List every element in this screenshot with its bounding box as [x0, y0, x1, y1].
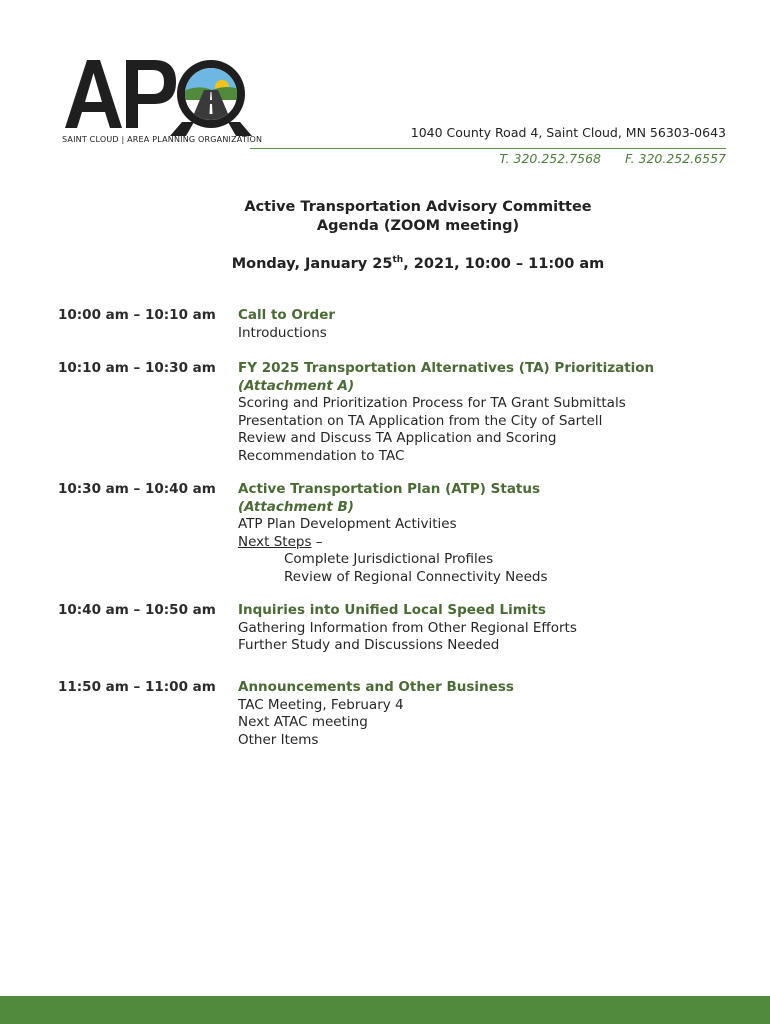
agenda-line: Presentation on TA Application from the City of Sartell: [238, 412, 603, 429]
header-divider: [250, 148, 726, 149]
agenda-line: Introductions: [238, 324, 327, 341]
agenda-item: [58, 679, 728, 749]
meeting-date: Monday, January 25th, 2021, 10:00 – 11:00 am: [231, 255, 605, 272]
agenda-line: Review and Discuss TA Application and Scoring: [238, 430, 557, 446]
agenda-time: 11:50 am – 11:00 am: [58, 679, 216, 695]
agenda-subline: Review of Regional Connectivity Needs: [284, 568, 548, 585]
fax-number: F. 320.252.6557: [624, 151, 726, 166]
agenda-item: [58, 360, 728, 481]
agenda-heading: FY 2025 Transportation Alternatives (TA) Prioritization: [238, 360, 655, 376]
document-title: Active Transportation Advisory Committee: [244, 199, 592, 215]
agenda: [58, 307, 728, 749]
agenda-time: 10:40 am – 10:50 am: [58, 602, 216, 618]
agenda-item: [58, 602, 728, 679]
next-steps-label: Next Steps: [238, 533, 312, 550]
agenda-item: [58, 307, 728, 360]
agenda-line: Scoring and Prioritization Process for TA Grant Submittals: [238, 395, 626, 411]
next-steps-line: Next Steps –: [238, 533, 323, 550]
agenda-heading: Announcements and Other Business: [238, 679, 514, 695]
agenda-line: Next ATAC meeting: [238, 714, 368, 730]
logo-tagline: SAINT CLOUD | AREA PLANNING ORGANIZATION: [62, 135, 263, 144]
agenda-heading: Active Transportation Plan (ATP) Status: [238, 481, 541, 497]
agenda-item: [58, 481, 728, 602]
document-subtitle: Agenda (ZOOM meeting): [316, 218, 520, 234]
footer-bar: [0, 996, 770, 1024]
agenda-time: 10:00 am – 10:10 am: [58, 307, 216, 323]
agenda-attachment: (Attachment A): [238, 377, 355, 394]
agenda-line: Gathering Information from Other Regional Efforts: [238, 619, 577, 636]
agenda-line: TAC Meeting, February 4: [238, 696, 404, 713]
agenda-heading: Call to Order: [238, 307, 336, 323]
agenda-heading: Inquiries into Unified Local Speed Limits: [238, 602, 546, 618]
phone-number: T. 320.252.7568: [499, 151, 601, 166]
agenda-line: ATP Plan Development Activities: [238, 516, 457, 532]
contact-line: [499, 151, 726, 166]
agenda-attachment: (Attachment B): [238, 498, 354, 515]
address: 1040 County Road 4, Saint Cloud, MN 56303-0643: [410, 125, 726, 140]
agenda-time: 10:30 am – 10:40 am: [58, 481, 216, 497]
agenda-line: Further Study and Discussions Needed: [238, 637, 500, 653]
agenda-line: Recommendation to TAC: [238, 447, 405, 464]
agenda-line: Other Items: [238, 731, 319, 748]
agenda-subline: Complete Jurisdictional Profiles: [284, 551, 494, 567]
agenda-time: 10:10 am – 10:30 am: [58, 360, 216, 376]
